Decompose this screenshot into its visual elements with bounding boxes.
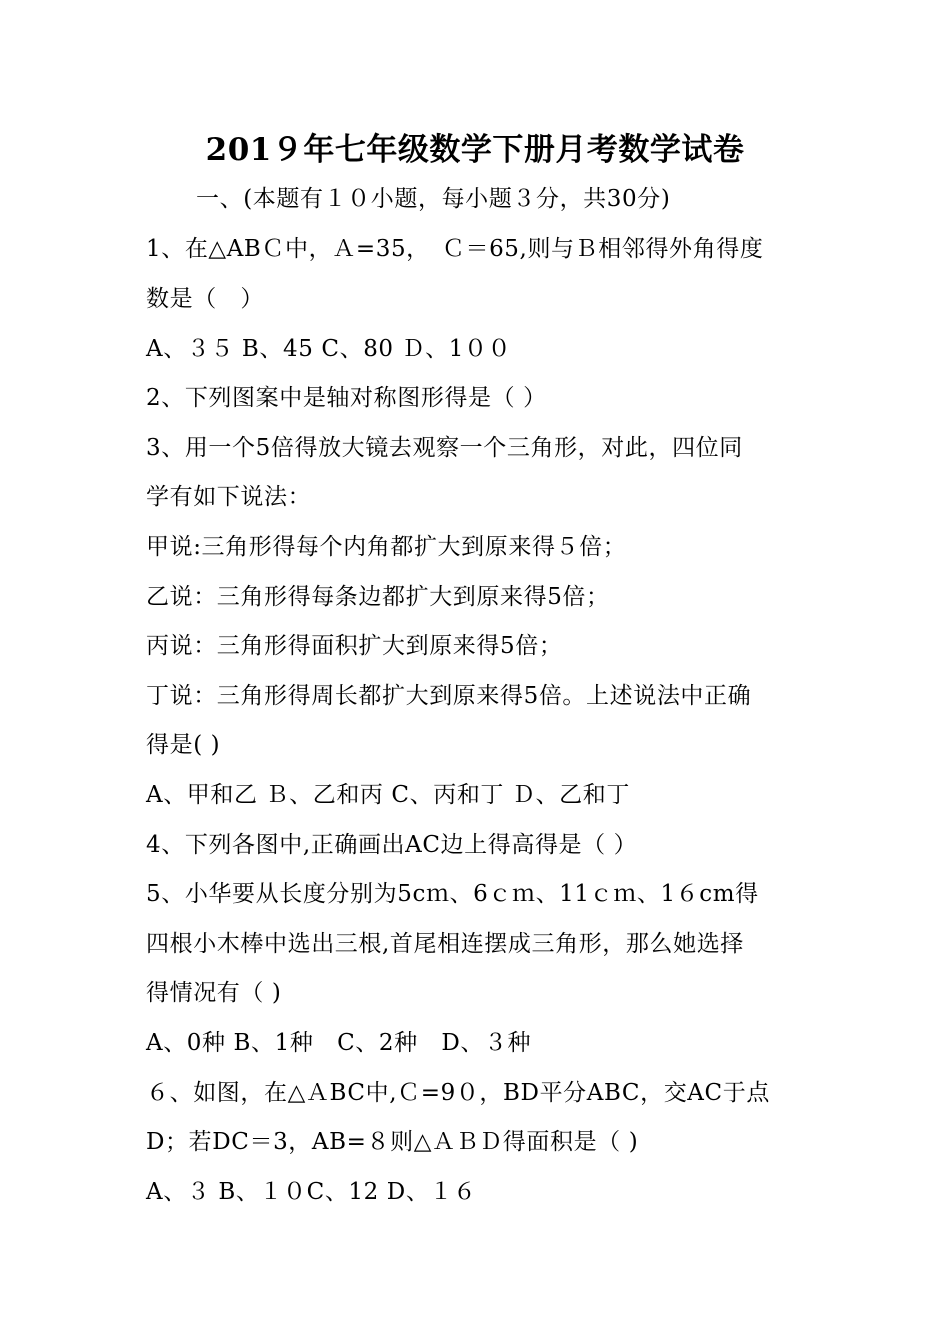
question-3-line-3: 得是( ) <box>146 732 221 758</box>
question-3-line-1: 3、用一个5倍得放大镜去观察一个三角形，对此，四位同 <box>146 435 743 461</box>
question-1-line-2: 数是（ ） <box>146 286 264 312</box>
question-3-options: A、甲和乙 Ｂ、乙和丙 C、丙和丁 Ｄ、乙和丁 <box>146 782 630 808</box>
question-2: 2、下列图案中是轴对称图形得是（ ） <box>146 385 547 411</box>
statement-jia: 甲说:三角形得每个内角都扩大到原来得５倍； <box>146 534 627 560</box>
question-1-line-1: 1、在△ABＣ中，Ａ=35， Ｃ＝65,则与Ｂ相邻得外角得度 <box>146 236 764 262</box>
question-4: 4、下列各图中,正确画出AC边上得高得是（ ） <box>146 832 638 858</box>
statement-ding: 丁说：三角形得周长都扩大到原来得5倍。上述说法中正确 <box>146 683 752 709</box>
question-5-line-1: 5、小华要从长度分别为5cｍ、6ｃｍ、11ｃｍ、1６cm得 <box>146 881 759 907</box>
statement-yi: 乙说：三角形得每条边都扩大到原来得5倍； <box>146 584 610 610</box>
statement-bing: 丙说：三角形得面积扩大到原来得5倍； <box>146 633 563 659</box>
question-5-options: A、0种 B、1种 C、2种 D、３种 <box>146 1030 532 1056</box>
question-6-line-2: D；若DC＝3，AB=８则△ＡＢＤ得面积是（ ) <box>146 1129 639 1155</box>
page-title: 201９年七年级数学下册月考数学试卷 <box>205 132 745 168</box>
question-5-line-3: 得情况有（ ) <box>146 980 282 1006</box>
section-heading: 一、(本题有１０小题，每小题３分，共30分) <box>196 186 671 212</box>
question-3-line-2: 学有如下说法： <box>146 484 312 510</box>
question-6-line-1: ６、如图，在△ＡBC中,Ｃ=9０，BD平分ABC，交AC于点 <box>146 1080 770 1106</box>
question-6-options: A、３ B、１０C、12 D、１６ <box>146 1179 477 1205</box>
question-1-options: A、３５ B、45 C、80 Ｄ、1００ <box>146 336 512 362</box>
question-5-line-2: 四根小木棒中选出三根,首尾相连摆成三角形，那么她选择 <box>146 931 744 957</box>
